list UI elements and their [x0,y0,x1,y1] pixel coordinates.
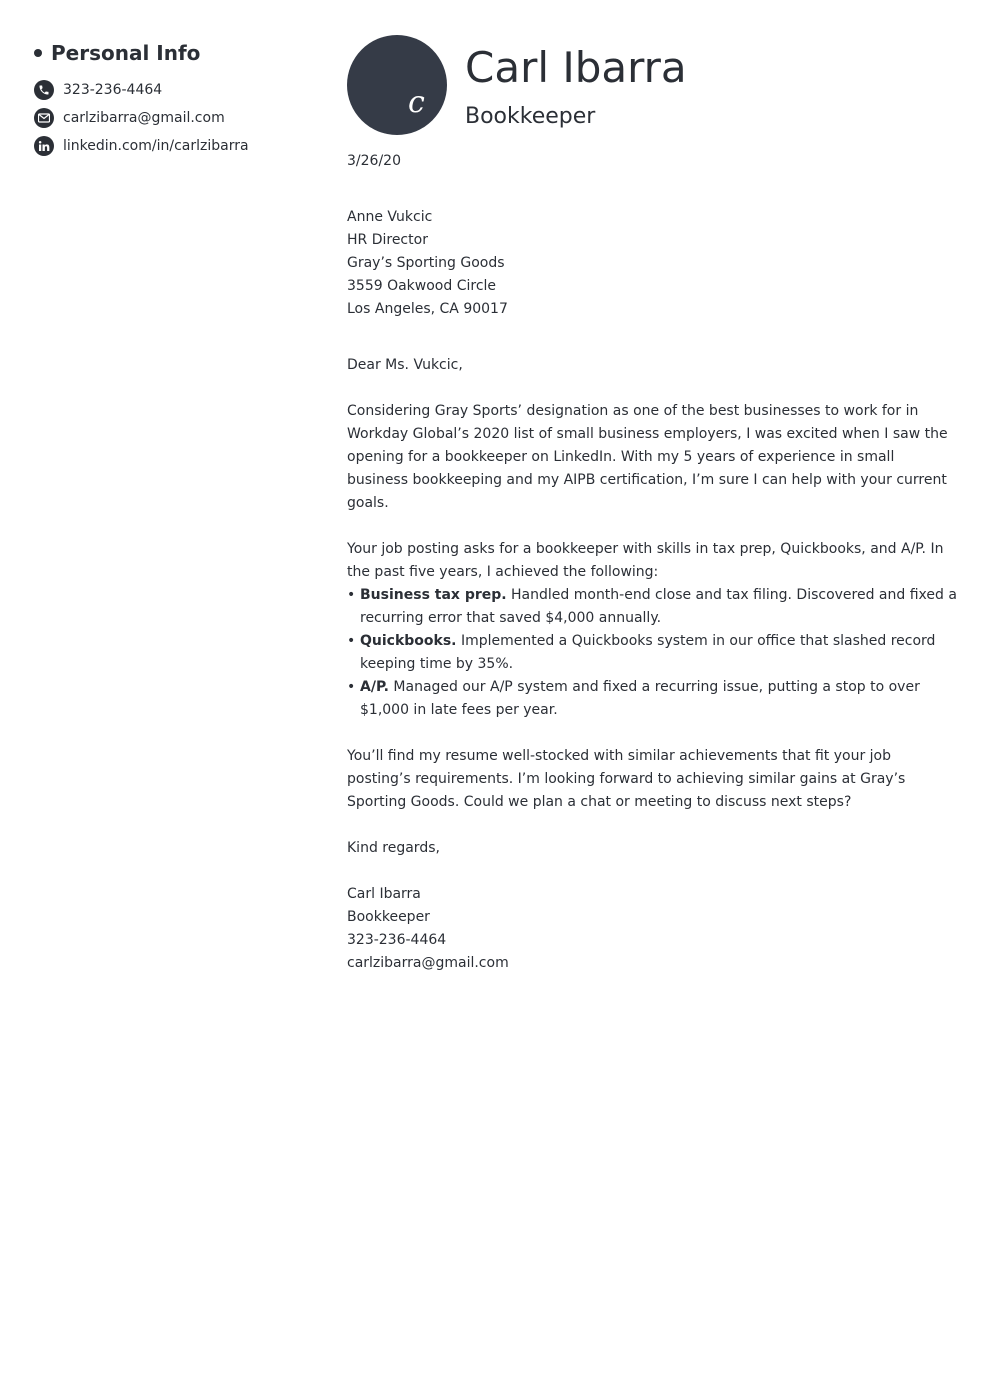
letter-body [347,150,957,975]
list-item [347,676,957,722]
signature-email: carlzibarra@gmail.com [347,955,509,971]
personal-info-heading [34,38,314,68]
linkedin-text[interactable]: linkedin.com/in/carlzibarra [63,138,249,154]
achievements-list [347,584,957,722]
list-item-bold: Business tax prep. [360,587,507,603]
header-names [465,35,687,129]
list-item-bold: Quickbooks. [360,633,457,649]
list-item-text: Managed our A/P system and fixed a recurring issue, putting a stop to over $1,000 in late fees per year. [360,679,920,718]
avatar-initial: c [408,85,425,120]
salutation: Dear Ms. Vukcic, [347,357,463,373]
letter-main [347,35,957,975]
recipient-street: 3559 Oakwood Circle [347,278,497,294]
signature-phone: 323-236-4464 [347,932,447,948]
recipient-company: Gray’s Sporting Goods [347,255,505,271]
paragraph-3: You’ll find my resume well-stocked with similar achievements that fit your job posting’s requirements. I’m looking forward to achieving similar gains at Gray’s Sporting Goods. Could we plan a chat or meeting to discuss next steps? [347,748,906,810]
phone-text[interactable]: 323-236-4464 [63,82,163,98]
recipient-block [347,206,957,321]
contact-phone [34,76,314,104]
list-item-text: Implemented a Quickbooks system in our office that slashed record keeping time by 35%. [360,633,936,672]
email-text[interactable]: carlzibarra@gmail.com [63,110,225,126]
list-item-bold: A/P. [360,679,389,695]
signature-title: Bookkeeper [347,909,430,925]
letter-date: 3/26/20 [347,153,401,169]
signature-name: Carl Ibarra [347,886,421,902]
applicant-job-title: Bookkeeper [465,104,596,129]
recipient-name: Anne Vukcic [347,209,433,225]
bullet-dot-icon [34,49,42,57]
list-item-text: Handled month-end close and tax filing. Discovered and fixed a recurring error that saved $4,000 annually. [360,587,957,626]
letter-header [347,35,957,135]
recipient-title: HR Director [347,232,428,248]
applicant-name: Carl Ibarra [465,43,687,92]
closing: Kind regards, [347,840,440,856]
avatar [347,35,447,135]
paragraph-2: Your job posting asks for a bookkeeper with skills in tax prep, Quickbooks, and A/P. In the past five years, I achieved the following: [347,541,944,580]
contact-linkedin [34,132,314,160]
phone-icon [34,80,54,100]
linkedin-icon [34,136,54,156]
recipient-city: Los Angeles, CA 90017 [347,301,508,317]
signature-block [347,883,957,975]
sidebar [34,38,314,160]
personal-info-heading-text: Personal Info [51,41,201,65]
contact-email [34,104,314,132]
list-item [347,630,957,676]
paragraph-1: Considering Gray Sports’ designation as one of the best businesses to work for in Workday Global’s 2020 list of small business employers, I was excited when I saw the opening for a bookkeeper on LinkedIn. With my 5 years of experience in small business bookkeeping and my AIPB certification, I’m sure I can help with your current goals. [347,403,948,511]
list-item [347,584,957,630]
email-icon [34,108,54,128]
